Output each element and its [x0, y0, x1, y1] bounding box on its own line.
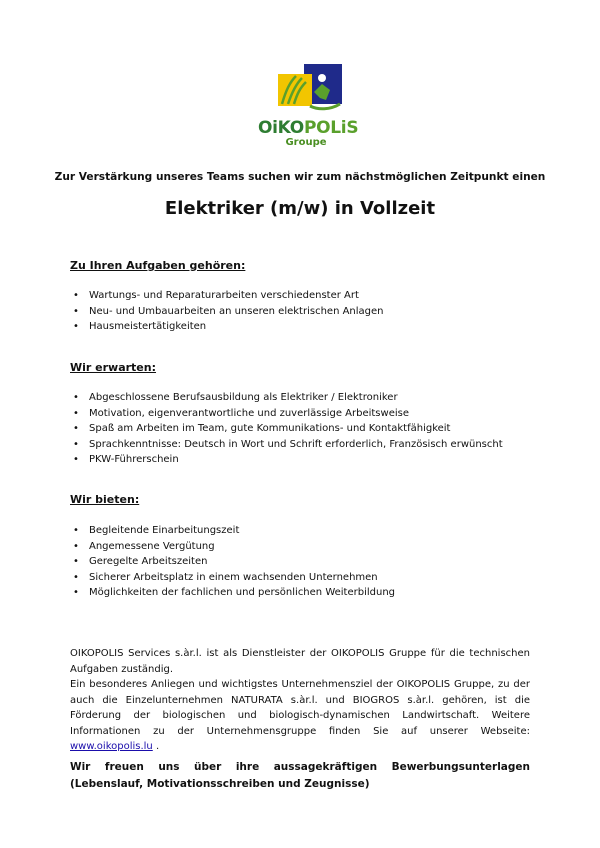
company-paragraph-2-text: Ein besonderes Anliegen und wichtigstes Unternehmensziel der OIKOPOLIS Gruppe, zu der auch die Einzelunternehmen NATURATA s.àr.l. und BIOGROS s.àr.l. gehören, ist die Förderung der biologischen und biologisch-dynamischen Landwirtschaft. Weitere Informationen zu der Unternehmensgruppe finden Sie auf unserer Webseite: — [70, 679, 530, 737]
section-heading-offer: Wir bieten: — [70, 493, 140, 506]
website-link[interactable]: www.oikopolis.lu — [70, 741, 153, 752]
list-item: • Sicherer Arbeitsplatz in einem wachsenden Unternehmen — [70, 570, 540, 586]
logo-word-oiko: OiKO — [258, 118, 304, 138]
tasks-list — [70, 288, 540, 335]
oikopolis-logo — [258, 64, 359, 154]
company-paragraph-1: OIKOPOLIS Services s.àr.l. ist als Dienstleister der OIKOPOLIS Gruppe für die technischen Aufgaben zuständig. — [70, 648, 530, 675]
logo-word-polis: POLiS — [303, 118, 359, 138]
list-item: • Abgeschlossene Berufsausbildung als Elektriker / Elektroniker — [70, 390, 540, 406]
list-item: • Möglichkeiten der fachlichen und persönlichen Weiterbildung — [70, 585, 540, 601]
job-title: Elektriker (m/w) in Vollzeit — [164, 198, 436, 219]
list-item: • Spaß am Arbeiten im Team, gute Kommunikations- und Kontaktfähigkeit — [70, 421, 540, 437]
list-item: • Neu- und Umbauarbeiten an unseren elektrischen Anlagen — [70, 304, 540, 320]
section-heading-tasks: Zu Ihren Aufgaben gehören: — [70, 259, 246, 272]
expectations-list — [70, 390, 540, 468]
section-heading-expect: Wir erwarten: — [70, 361, 157, 374]
list-item: • Begleitende Einarbeitungszeit — [70, 523, 540, 539]
list-item: • Hausmeistertätigkeiten — [70, 319, 540, 335]
intro-text: Zur Verstärkung unseres Teams suchen wir zum nächstmöglichen Zeitpunkt einen — [54, 171, 546, 183]
company-paragraph-2 — [70, 677, 530, 755]
list-item: • PKW-Führerschein — [70, 452, 540, 468]
list-item: • Motivation, eigenverantwortliche und zuverlässige Arbeitsweise — [70, 406, 540, 422]
list-item: • Geregelte Arbeitszeiten — [70, 554, 540, 570]
list-item: • Sprachkenntnisse: Deutsch in Wort und Schrift erforderlich, Französisch erwünscht — [70, 437, 540, 453]
list-item: • Wartungs- und Reparaturarbeiten verschiedenster Art — [70, 288, 540, 304]
list-item: • Angemessene Vergütung — [70, 539, 540, 555]
company-description — [70, 646, 530, 755]
company-paragraph-2-end: . — [152, 741, 160, 752]
offer-list — [70, 523, 540, 601]
closing-statement: Wir freuen uns über ihre aussagekräftigen Bewerbungsunterlagen (Lebenslauf, Motivationsschreiben und Zeugnisse) — [70, 761, 530, 790]
logo-graphic — [270, 64, 342, 120]
logo-subtitle: Groupe — [285, 137, 327, 148]
logo-wordmark — [258, 118, 359, 138]
